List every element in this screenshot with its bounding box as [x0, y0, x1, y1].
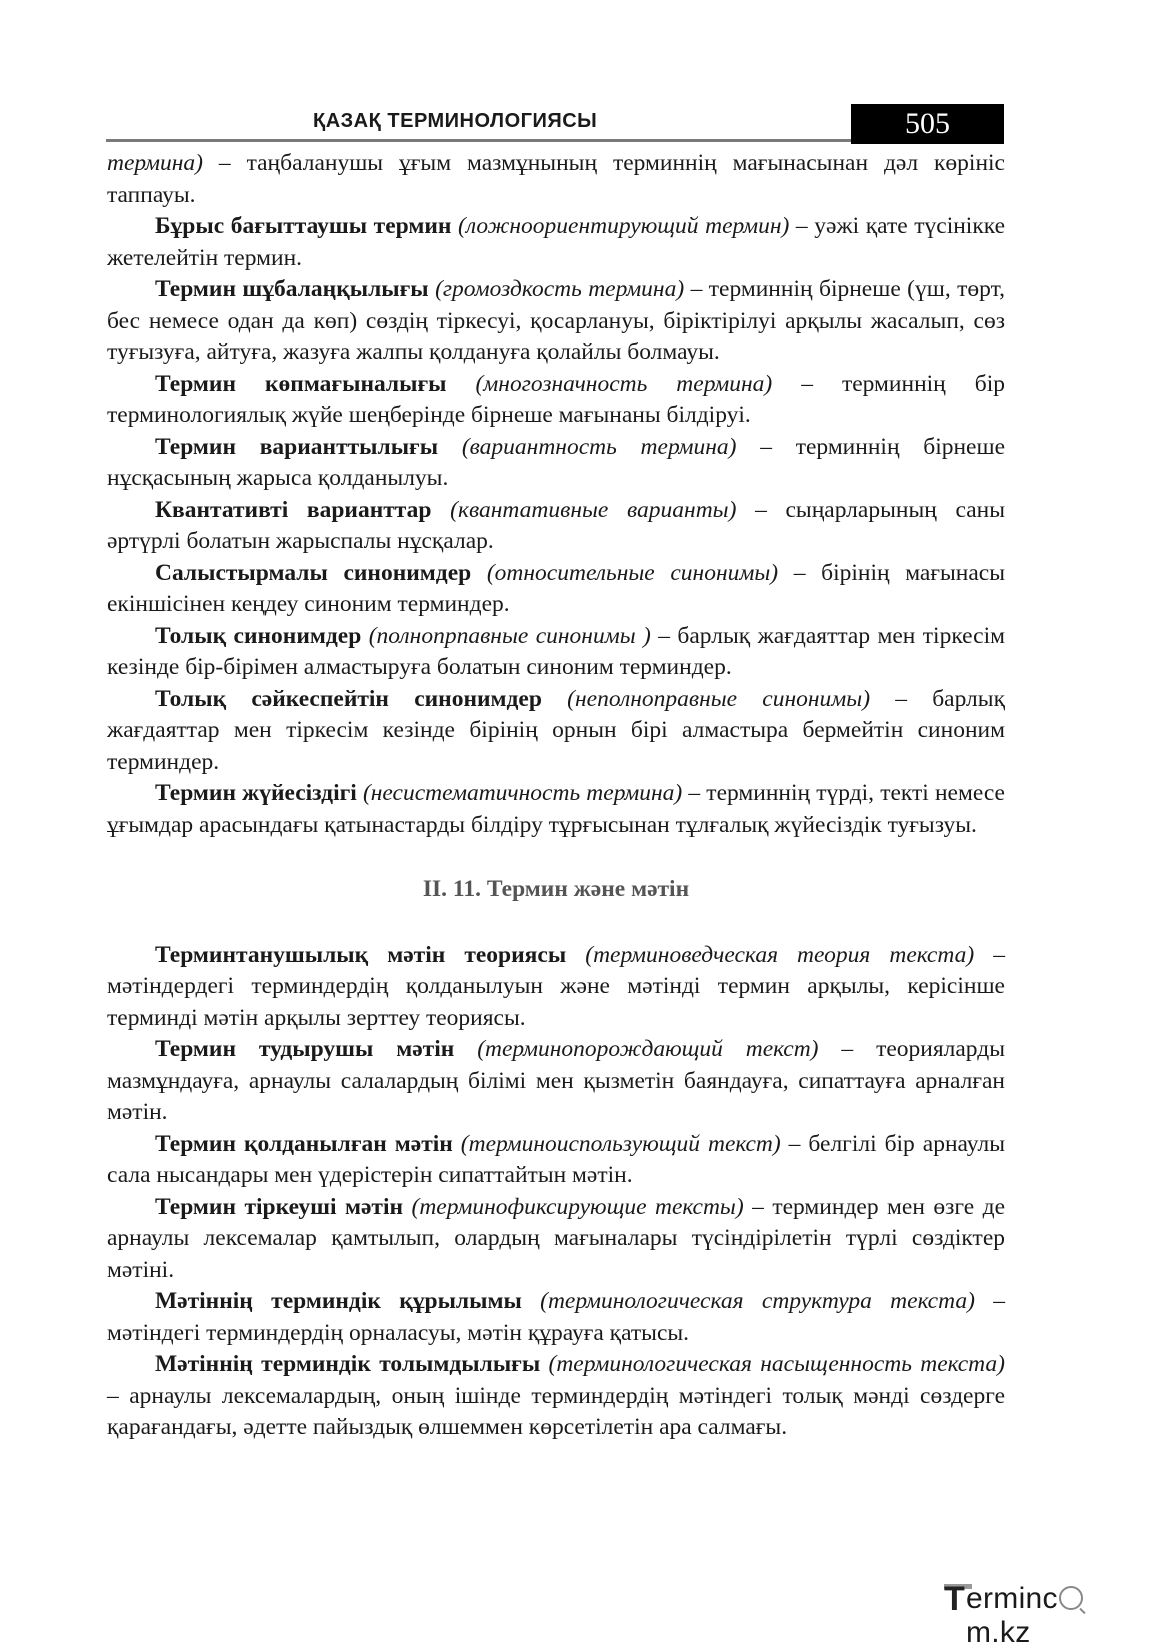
entry-definition: – терминнің бірнеше (үш, төрт, бес немесе одан да көп) сөздің тіркесуі, қосарлануы, біріктірілуі арқылы жасалып, сөз туғызуға, айтуға, жазуға жалпы қолдануға қолайлы болмауы. [107, 276, 1005, 365]
entry-term: Салыстырмалы синонимдер [155, 559, 472, 586]
entry-russian-equivalent: (терминофиксирующие тексты) [411, 1193, 744, 1220]
entry-definition: – арнаулы лексемалардың, оның ішінде терминдердің мәтіндегі толық мәнді сөздерге қарағандағы, әдетте пайыздық өлшеммен көрсетілетін ара салмағы. [107, 1382, 1005, 1440]
glossary-entry [107, 940, 1005, 1035]
glossary-section-bottom [107, 940, 1005, 1444]
glossary-entry [107, 432, 1005, 495]
entry-russian-equivalent: (терминологическая насыщенность текста) [548, 1351, 1005, 1377]
entry-definition: – мәтіндегі терминдердің орналасуы, мәтін құрауға қатысы. [107, 1288, 1006, 1346]
entry-definition: – уәжі қате түсінікке жетелейтін термин. [107, 213, 1006, 271]
glossary-entry [107, 778, 1005, 841]
page-number: 505 [851, 104, 1004, 144]
entry-definition: – терминнің түрді, текті немесе ұғымдар арасындағы қатынастарды білдіру тұрғысынан тұлғалық жүйесіздік туғызуы. [107, 780, 1005, 838]
entry-term: Бұрыс бағыттаушы термин [155, 213, 452, 239]
entry-definition: – терминдер мен өзге де арнаулы лексемалар қамтылып, олардың мағыналары түсіндірілетін түрлі сөздіктер мәтіні. [107, 1193, 1006, 1283]
entry-term: Термин көпмағыналығы [155, 370, 447, 397]
page-header [106, 104, 1004, 144]
entry-term: Толық синонимдер [155, 622, 362, 649]
page-body [107, 148, 1005, 1444]
glossary-entry [107, 1129, 1005, 1192]
entry-russian-equivalent: (терминопорождающий текст) [477, 1036, 819, 1062]
glossary-entry [107, 558, 1005, 621]
glossary-entry [107, 684, 1005, 779]
entry-term: Мәтіннің терминдік құрылымы [155, 1288, 522, 1314]
logo-letter: T [944, 1580, 965, 1618]
entry-definition: – барлық жағдаяттар мен тіркесім кезінде бір-бірімен алмастыруға болатын синоним терминдер. [107, 622, 1005, 680]
glossary-entry [107, 1034, 1005, 1129]
entry-definition: – мәтіндердегі терминдердің қолданылуын және мәтінді термин арқылы, керісінше терминді мәтін арқылы зерттеу теориясы. [107, 941, 1005, 1031]
entry-term: Термин қолданылған мәтін [155, 1130, 453, 1157]
entry-term: Термин тудырушы мәтін [155, 1036, 455, 1062]
entry-definition: – барлық жағдаяттар мен тіркесім кезінде бірінің орнын бірі алмастыра бермейтін синоним терминдер. [107, 685, 1005, 775]
entry-russian-equivalent: (ложноориентирующий термин) [458, 213, 790, 239]
terminkom-logo [944, 1578, 1144, 1649]
entry-russian-equivalent: (громоздкость термина) [435, 276, 685, 302]
entry-definition: – белгілі бір арнаулы сала нысандары мен үдерістерін сипаттайтын мәтін. [107, 1130, 1005, 1188]
entry-russian-equivalent: (несистематичность термина) [362, 780, 683, 806]
glossary-entry [107, 211, 1005, 274]
entry-russian-equivalent: (полнопрпавные синонимы ) [368, 622, 651, 649]
entry-russian-equivalent: (терминоведческая теория текста) [585, 941, 975, 968]
entry-russian-equivalent: (терминоиспользующий текст) [460, 1130, 781, 1157]
entry-russian-equivalent: (многозначность термина) [475, 370, 773, 397]
entry-definition: – теорияларды мазмұндауға, арнаулы салалардың білімі мен қызметін баяндауға, сипаттауға арналған мәтін. [107, 1036, 1005, 1125]
glossary-entry [107, 1349, 1005, 1444]
running-title: ҚАЗАҚ ТЕРМИНОЛОГИЯСЫ [313, 110, 598, 132]
entry-definition: – бірінің мағынасы екіншісінен кеңдеу синоним терминдер. [107, 559, 1005, 617]
logo-text-part: m.kz [966, 1616, 1031, 1649]
entry-russian-equivalent: (квантативные варианты) [450, 496, 737, 523]
glossary-section-top [107, 148, 1005, 841]
entry-definition: – сыңарларының саны әртүрлі болатын жарыспалы нұсқалар. [107, 496, 1005, 554]
entry-russian-equivalent: (неполноправные синонимы) [567, 685, 871, 712]
glossary-entry [107, 621, 1005, 684]
entry-term: Термин варианттылығы [155, 433, 439, 460]
glossary-entry [107, 495, 1005, 558]
glossary-entry [107, 1286, 1005, 1349]
entry-russian-equivalent: (вариантность термина) [461, 433, 737, 460]
header-rule [106, 139, 851, 142]
glossary-entry [107, 369, 1005, 432]
glossary-entry [107, 148, 1005, 211]
entry-term: Мәтіннің терминдік толымдылығы [155, 1351, 541, 1377]
entry-definition: – таңбаланушы ұғым мазмұнының терминнің мағынасынан дәл көрініс таппауы. [107, 150, 1005, 208]
glossary-entry [107, 274, 1005, 369]
entry-definition: – терминнің бірнеше нұсқасының жарыса қолданылуы. [107, 433, 1006, 491]
logo-text [966, 1582, 1144, 1650]
magnifier-icon [1059, 1586, 1083, 1610]
logo-text-part: erminc [966, 1582, 1058, 1615]
entry-russian-equivalent: (относительные синонимы) [486, 559, 779, 586]
section-title: II. 11. Термин және мәтін [422, 876, 690, 902]
entry-term: Термин шұбалаңқылығы [155, 276, 429, 302]
entry-term: Квантативті варианттар [155, 496, 432, 523]
entry-term: Терминтанушылық мәтін теориясы [155, 941, 567, 968]
entry-definition: – терминнің бір терминологиялық жүйе шеңберінде бірнеше мағынаны білдіруі. [107, 370, 1005, 428]
entry-russian-equivalent: термина) [107, 150, 203, 176]
glossary-entry [107, 1192, 1005, 1287]
entry-term: Термин тіркеуші мәтін [155, 1193, 404, 1220]
entry-russian-equivalent: (терминологическая структура текста) [540, 1288, 975, 1314]
entry-term: Толық сәйкеспейтін синонимдер [155, 685, 542, 712]
entry-term: Термин жүйесіздігі [155, 780, 357, 806]
